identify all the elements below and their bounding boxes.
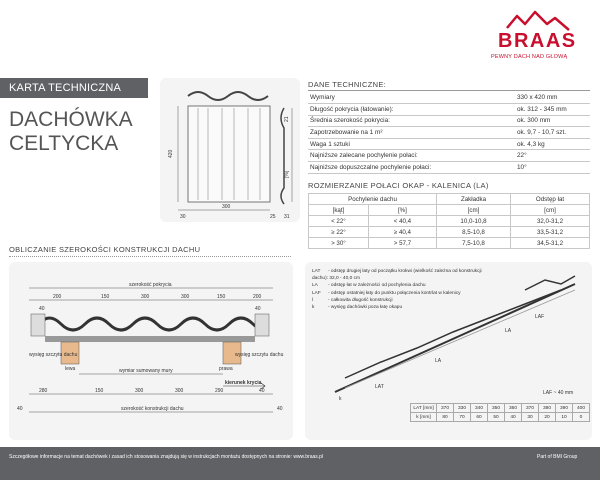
k-row-label: k [mm] <box>411 413 437 422</box>
tech-row <box>308 115 590 127</box>
top-dim-3: 300 <box>141 294 150 300</box>
tech-row <box>308 138 590 150</box>
k-value: 40 <box>505 413 522 422</box>
dim-side-bottom-2: 31 <box>284 214 290 220</box>
unit-kat: [kąt] <box>309 205 369 216</box>
brand-tagline: PEWNY DACH NAD GŁOWĄ <box>491 54 568 60</box>
k-value: 50 <box>488 413 505 422</box>
note-key: k <box>312 305 315 311</box>
bottom-dim-3: 300 <box>135 388 144 394</box>
lat-value: 390 <box>556 404 573 413</box>
label-wymiar: wymiar sumowany mury <box>119 368 173 374</box>
note-text: - odstęp łat w zależności od pochylenia dachu <box>328 283 426 289</box>
note-text: - całkowita długość konstrukcji <box>328 297 393 303</box>
tech-value: 22° <box>515 150 590 162</box>
page-title <box>9 108 133 156</box>
k-value: 30 <box>522 413 539 422</box>
tech-row <box>308 127 590 139</box>
unit-cm-zakladka: [cm] <box>436 205 510 216</box>
szerokosc-diagram <box>9 262 293 440</box>
label-kierunek: kierunek krycia <box>225 380 262 386</box>
cell-odstep: 32,0-31,2 <box>511 216 590 227</box>
rozmierzanie-heading: ROZMIERZANIE POŁACI OKAP - KALENICA (LA) <box>308 181 489 190</box>
k-value: 80 <box>437 413 454 422</box>
tech-label: Długość pokrycia (łatowanie): <box>308 104 515 116</box>
cell-pct: < 40,4 <box>368 216 436 227</box>
cell-zakladka: 8,5-10,8 <box>436 227 510 238</box>
tech-label: Waga 1 sztuki <box>308 138 515 150</box>
rozmierzanie-row <box>309 216 590 227</box>
footer-bar <box>0 447 600 480</box>
tech-row <box>308 150 590 162</box>
tech-label: Zapotrzebowanie na 1 m² <box>308 127 515 139</box>
cell-kat: > 30° <box>309 238 369 249</box>
diag-label-k: k <box>339 396 342 402</box>
wysiag-right: wysięg szczytu dachu <box>235 352 284 358</box>
lat-value: 360 <box>505 404 522 413</box>
lat-value: 340 <box>471 404 488 413</box>
dim-left: 30 <box>180 214 186 220</box>
tech-value: 330 x 420 mm <box>515 92 590 104</box>
k-value: 70 <box>454 413 471 422</box>
col-pochylenie: Pochylenie dachu <box>309 194 437 205</box>
tech-heading: DANE TECHNICZNE: <box>308 80 387 89</box>
tech-label: Najniższe zalecane pochylenie połaci: <box>308 150 515 162</box>
tech-row <box>308 162 590 174</box>
dim-side-top: 21 <box>284 116 290 122</box>
footer-info: Szczegółowe informacje na temat dachówek i zasad ich stosowania znajdują się w instrukcjach montażu dostępnych na stronie: www.braas.pl <box>9 454 324 460</box>
lat-value: 370 <box>437 404 454 413</box>
tech-value: ok. 4,3 kg <box>515 138 590 150</box>
edge-dim-left: 40 <box>17 406 23 412</box>
rozmierzanie-row <box>309 238 590 249</box>
tech-row <box>308 104 590 116</box>
tech-label: Średnia szerokość pokrycia: <box>308 115 515 127</box>
tech-divider <box>308 90 590 91</box>
dim-side-bottom-1: 25 <box>270 214 276 220</box>
cell-odstep: 34,5-31,2 <box>511 238 590 249</box>
cell-odstep: 33,5-31,2 <box>511 227 590 238</box>
top-label: szerokość pokrycia <box>129 282 172 288</box>
inner-dim-right: 40 <box>255 306 261 312</box>
title-line-2: CELTYCKA <box>9 132 119 155</box>
bottom-dim-1: 280 <box>39 388 48 394</box>
cell-zakladka: 10,0-10,8 <box>436 216 510 227</box>
tech-table <box>308 92 590 174</box>
note-text: - odstęp ostatniej łaty do punktu połączenia kontrlat w kalenicy <box>328 290 461 296</box>
top-dim-4: 300 <box>181 294 190 300</box>
section-label: KARTA TECHNICZNA <box>0 78 148 98</box>
dim-height: 420 <box>168 149 174 158</box>
tech-value: 10° <box>515 162 590 174</box>
cell-pct: ≥ 40,4 <box>368 227 436 238</box>
unit-cm-odstep: [cm] <box>511 205 590 216</box>
cell-pct: > 57,7 <box>368 238 436 249</box>
cell-kat: ≥ 22° <box>309 227 369 238</box>
top-dim-6: 200 <box>253 294 262 300</box>
label-lewa: lewa <box>65 366 76 372</box>
dim-width: 300 <box>222 204 231 210</box>
note-key: LA <box>312 283 318 289</box>
k-value: 10 <box>556 413 573 422</box>
cell-zakladka: 7,5-10,8 <box>436 238 510 249</box>
k-value: 20 <box>539 413 556 422</box>
inner-dim-left: 40 <box>39 306 45 312</box>
note-text: - wysięg dachówki poza łatę okapu <box>328 305 403 311</box>
tech-label: Wymiary <box>308 92 515 104</box>
laf-value: LAF ~ 40 mm <box>543 390 574 396</box>
note-key: l <box>312 297 314 303</box>
rozmierzanie-table <box>308 193 590 249</box>
bottom-label: szerokość konstrukcji dachu <box>121 406 184 412</box>
bottom-dim-6: 40 <box>259 388 265 394</box>
diag-label-lat: LAT <box>375 384 384 390</box>
label-prawa: prawa <box>219 366 233 372</box>
lat-value: 380 <box>539 404 556 413</box>
lat-value: 330 <box>454 404 471 413</box>
cell-kat: < 22° <box>309 216 369 227</box>
lat-value: 370 <box>522 404 539 413</box>
lat-value: 350 <box>488 404 505 413</box>
lat-table <box>410 403 590 422</box>
top-dim-5: 150 <box>217 294 226 300</box>
k-value: 60 <box>471 413 488 422</box>
k-value: 0 <box>573 413 590 422</box>
tech-value: ok. 312 - 345 mm <box>515 104 590 116</box>
wysiag-left: wysięg szczytu dachu <box>29 352 78 358</box>
col-zakladka: Zakładka <box>436 194 510 205</box>
rozmierzanie-row <box>309 227 590 238</box>
note-text: - odstęp drugiej łaty od początku krokwi (wielkość zależna od konstrukcji dachu): 32,0 - 40,0 cm <box>312 269 482 282</box>
dim-mid: [%] <box>284 170 290 178</box>
bottom-dim-5: 290 <box>215 388 224 394</box>
tech-value: ok. 9,7 - 10,7 szt. <box>515 127 590 139</box>
brand-logo: BRAAS <box>498 30 577 52</box>
tech-label: Najniższe dopuszczalne pochylenie połaci: <box>308 162 515 174</box>
top-dim-1: 200 <box>53 294 62 300</box>
szerokosc-divider <box>9 256 291 257</box>
edge-dim-right: 40 <box>277 406 283 412</box>
diag-label-la-2: LA <box>435 358 442 364</box>
tech-row <box>308 92 590 104</box>
note-key: LAT <box>312 269 321 274</box>
lat-row-label: LAT [mm] <box>411 404 437 413</box>
top-dim-2: 150 <box>101 294 110 300</box>
tile-drawing <box>160 78 305 222</box>
title-line-1: DACHÓWKA <box>9 108 133 131</box>
diag-label-laf: LAF <box>535 314 545 320</box>
szerokosc-heading: OBLICZANIE SZEROKOŚCI KONSTRUKCJI DACHU <box>9 245 201 254</box>
bottom-dim-4: 300 <box>175 388 184 394</box>
note-key: LAF <box>312 290 321 296</box>
col-odstep: Odstęp łat <box>511 194 590 205</box>
footer-group: Part of BMI Group <box>537 454 578 460</box>
braas-roof-icon <box>503 10 573 32</box>
unit-pct: [%] <box>368 205 436 216</box>
lat-value: 400 <box>573 404 590 413</box>
bottom-dim-2: 150 <box>95 388 104 394</box>
diag-label-la-1: LA <box>505 328 512 334</box>
tech-value: ok. 300 mm <box>515 115 590 127</box>
